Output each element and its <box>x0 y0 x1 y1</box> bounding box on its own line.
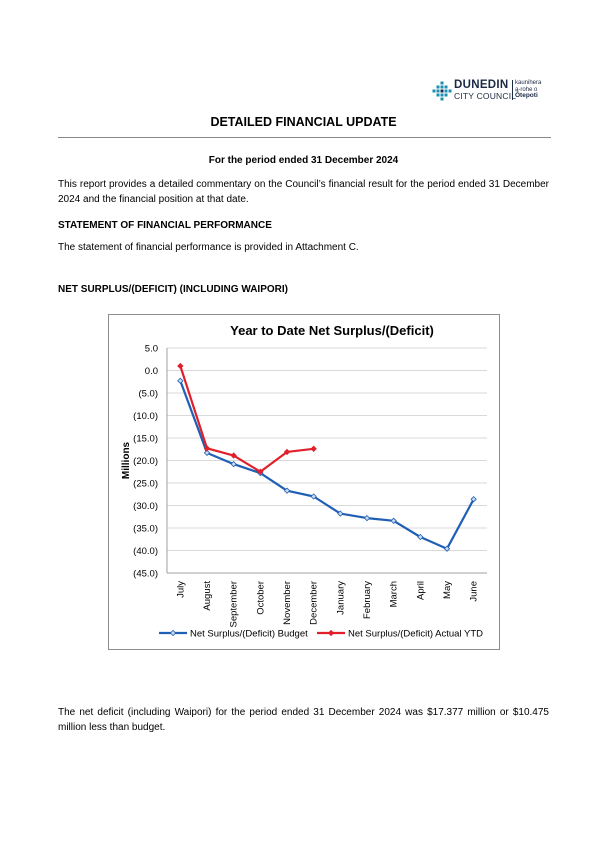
x-tick-label: December <box>308 581 320 625</box>
logo-subtitle: CITY COUNCIL <box>454 91 517 101</box>
logo-maori-line3: Ōtepoti <box>515 92 538 99</box>
legend-label: Net Surplus/(Deficit) Actual YTD <box>348 628 483 640</box>
data-point <box>311 446 316 451</box>
x-tick-label: March <box>388 581 400 608</box>
chart-svg <box>109 315 499 649</box>
y-tick-label: (35.0) <box>133 523 158 535</box>
x-tick-label: February <box>362 581 373 620</box>
logo-icon <box>432 81 452 101</box>
x-tick-label: October <box>255 581 267 615</box>
y-tick-label: (10.0) <box>133 411 158 422</box>
intro-paragraph: This report provides a detailed commentary on the Council’s financial result for the period ended 31 December 2024 and the financial position at that date. <box>58 179 549 205</box>
title-divider <box>58 137 551 138</box>
legend-swatch-marker <box>170 630 175 635</box>
logo-name: DUNEDIN <box>454 79 509 91</box>
y-tick-label: (5.0) <box>138 388 158 400</box>
logo-maori-name <box>512 80 555 100</box>
y-tick-label: (45.0) <box>133 568 158 580</box>
series-line-budget <box>180 381 473 549</box>
surplus-chart <box>108 314 500 650</box>
logo-maori-line1: kaunihera <box>515 80 542 86</box>
chart-title: Year to Date Net Surplus/(Deficit) <box>230 323 434 338</box>
logo-maori-line2: a-rohe o <box>515 86 538 93</box>
statement-paragraph: The statement of financial performance is provided in Attachment C. <box>58 242 359 253</box>
data-point <box>364 516 369 521</box>
x-tick-label: November <box>282 581 293 625</box>
y-tick-label: (30.0) <box>133 501 158 512</box>
x-tick-label: July <box>175 581 187 598</box>
x-tick-label: May <box>442 581 453 599</box>
x-tick-label: June <box>468 581 480 602</box>
legend-label: Net Surplus/(Deficit) Budget <box>190 628 308 640</box>
y-tick-label: (40.0) <box>133 546 158 557</box>
x-tick-label: September <box>228 581 240 628</box>
page-title: DETAILED FINANCIAL UPDATE <box>210 115 397 129</box>
series-line-actual <box>180 366 313 472</box>
x-tick-label: August <box>202 581 213 611</box>
data-point <box>178 363 183 368</box>
y-tick-label: (15.0) <box>133 433 158 445</box>
summary-paragraph: The net deficit (including Waipori) for the period ended 31 December 2024 was $17.377 million or $10.475 million less than budget. <box>58 707 549 733</box>
y-tick-label: 0.0 <box>144 366 158 377</box>
y-tick-label: 5.0 <box>144 343 158 355</box>
y-tick-label: (20.0) <box>133 456 158 467</box>
council-logo <box>432 79 552 103</box>
y-tick-label: (25.0) <box>133 478 158 490</box>
x-tick-label: April <box>415 581 427 601</box>
x-tick-label: January <box>335 581 347 615</box>
legend-swatch-marker <box>328 630 333 635</box>
y-axis-label: Millions <box>121 441 132 480</box>
period-heading: For the period ended 31 December 2024 <box>208 155 399 166</box>
surplus-heading: NET SURPLUS/(DEFICIT) (INCLUDING WAIPORI) <box>58 284 288 295</box>
statement-heading: STATEMENT OF FINANCIAL PERFORMANCE <box>58 220 272 231</box>
